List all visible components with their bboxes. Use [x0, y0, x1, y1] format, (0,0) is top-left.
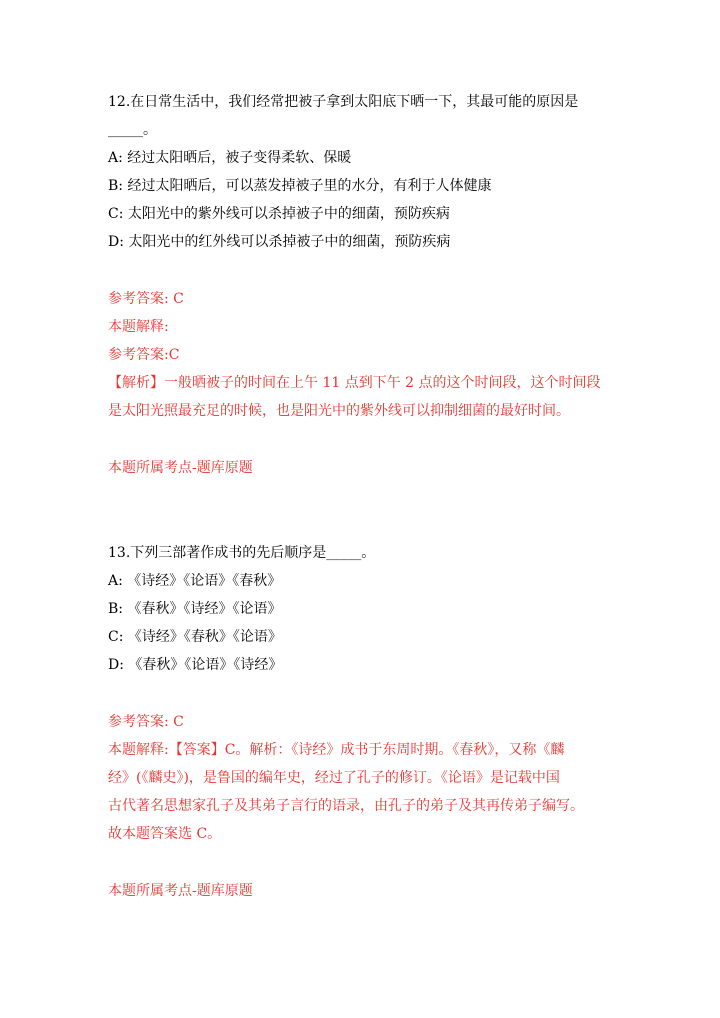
q12-option-c: C: 太阳光中的紫外线可以杀掉被子中的细菌，预防疾病 — [108, 206, 450, 222]
q12-answer: 参考答案: C — [108, 291, 184, 307]
q13-option-c: C: 《诗经》《春秋》《论语》 — [108, 629, 282, 645]
q13-explain-line4: 故本题答案选 C。 — [108, 826, 222, 842]
q12-source: 本题所属考点-题库原题 — [108, 460, 253, 476]
q13-explain-line1: 本题解释:【答案】C。解析：《诗经》成书于东周时期。《春秋》，又称《麟 — [108, 742, 565, 758]
q13-option-d: D: 《春秋》《论语》《诗经》 — [108, 657, 283, 673]
q12-stem-line2: _____。 — [108, 122, 157, 138]
q12-analysis-line2: 是太阳光照最充足的时候，也是阳光中的紫外线可以抑制细菌的最好时间。 — [108, 403, 570, 419]
q12-stem-line1: 12.在日常生活中，我们经常把被子拿到太阳底下晒一下，其最可能的原因是 — [108, 94, 579, 110]
q12-option-b: B: 经过太阳晒后，可以蒸发掉被子里的水分，有利于人体健康 — [108, 178, 492, 194]
q12-explain-label: 本题解释: — [108, 319, 169, 335]
q12-analysis-line1: 【解析】一般晒被子的时间在上午 11 点到下午 2 点的这个时间段，这个时间段 — [108, 375, 601, 391]
q13-answer: 参考答案: C — [108, 714, 184, 730]
q13-source: 本题所属考点-题库原题 — [108, 883, 253, 899]
q12-option-a: A: 经过太阳晒后，被子变得柔软、保暖 — [108, 150, 352, 166]
q12-option-d: D: 太阳光中的红外线可以杀掉被子中的细菌，预防疾病 — [108, 234, 451, 250]
q13-option-b: B: 《春秋》《诗经》《论语》 — [108, 601, 282, 617]
q13-option-a: A: 《诗经》《论语》《春秋》 — [108, 573, 282, 589]
q12-answer-repeat: 参考答案:C — [108, 347, 180, 363]
q13-explain-line2: 经》(《麟史》)，是鲁国的编年史，经过了孔子的修订。《论语》是记载中国 — [108, 770, 560, 786]
q13-explain-line3: 古代著名思想家孔子及其弟子言行的语录，由孔子的弟子及其再传弟子编写。 — [108, 798, 584, 814]
q13-stem: 13.下列三部著作成书的先后顺序是_____。 — [108, 545, 376, 561]
